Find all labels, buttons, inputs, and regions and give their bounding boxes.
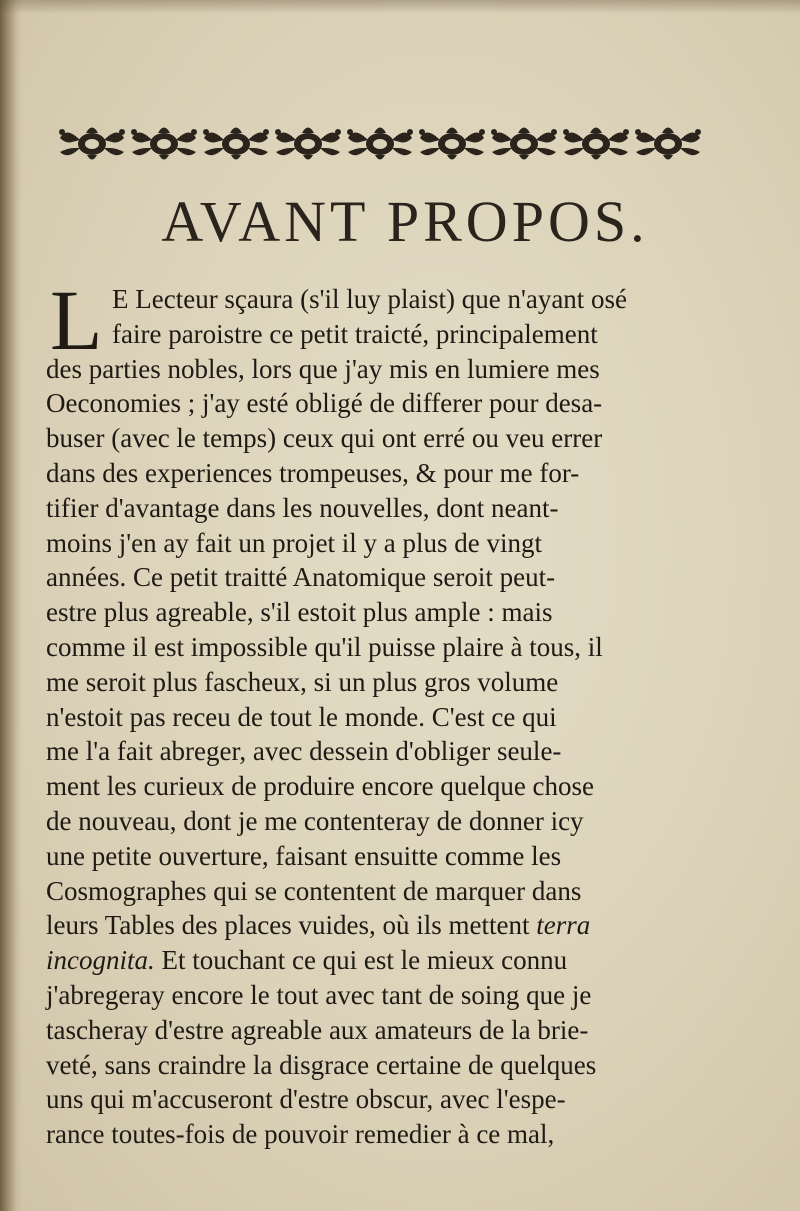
text-line: estre plus agreable, s'il estoit plus ample : mais [46, 597, 553, 628]
drop-cap: L [50, 272, 103, 368]
text-line: rance toutes-fois de pouvoir remedier à ce mal, [46, 1119, 555, 1150]
text-line: buser (avec le temps) ceux qui ont erré ou veu errer [46, 423, 603, 454]
body-text [46, 272, 706, 1152]
text-line [46, 908, 706, 943]
text-line: me l'a fait abreger, avec dessein d'obliger seule- [46, 736, 562, 767]
text-line: uns qui m'accuseront d'estre obscur, avec l'espe- [46, 1084, 566, 1115]
text-line: dans des experiences trompeuses, & pour me for- [46, 457, 580, 488]
text-line: Oeconomies ; j'ay esté obligé de differer pour desa- [46, 388, 603, 419]
text-line: Cosmographes qui se contentent de marquer dans [46, 875, 582, 906]
text-line: faire paroistre ce petit traicté, principalement [112, 318, 598, 349]
text-segment: Et touchant ce qui est le mieux connu [154, 945, 568, 976]
fleuron-icon [131, 128, 197, 160]
fleuron-icon [491, 128, 557, 160]
text-line: tascheray d'estre agreable aux amateurs de la brie- [46, 1014, 589, 1045]
fleuron-icon [203, 128, 269, 160]
text-line: comme il est impossible qu'il puisse plaire à tous, il [46, 631, 603, 662]
text-line: des parties nobles, lors que j'ay mis en lumiere mes [46, 353, 600, 384]
fleuron-icon [419, 128, 485, 160]
fleuron-band-icon [56, 118, 704, 168]
page-top-shadow [0, 0, 800, 14]
text-line: années. Ce petit traitté Anatomique seroit peut- [46, 562, 556, 593]
text-line: n'estoit pas receu de tout le monde. C'est ce qui [46, 701, 557, 732]
page-gutter-shadow [0, 0, 22, 1211]
page-title: AVANT PROPOS. [161, 189, 649, 254]
italic-text: terra [536, 910, 591, 941]
fleuron-icon [59, 128, 125, 160]
text-line: me seroit plus fascheux, si un plus gros volume [46, 666, 559, 697]
text-line: ment les curieux de produire encore quelque chose [46, 771, 595, 802]
text-line: j'abregeray encore le tout avec tant de soing que je [46, 979, 592, 1010]
text-line [46, 943, 706, 978]
text-segment: leurs Tables des places vuides, où ils mettent [46, 910, 530, 941]
italic-text: incognita. [46, 945, 155, 976]
fleuron-icon [347, 128, 413, 160]
fleuron-icon [635, 128, 701, 160]
text-line: moins j'en ay fait un projet il y a plus de vingt [46, 527, 543, 558]
fleuron-icon [275, 128, 341, 160]
text-line: veté, sans craindre la disgrace certaine de quelques [46, 1049, 597, 1080]
text-line: tifier d'avantage dans les nouvelles, dont neant- [46, 492, 559, 523]
text-line: E Lecteur sçaura (s'il luy plaist) que n'ayant osé [112, 284, 628, 314]
fleuron-icon [563, 128, 629, 160]
text-line: de nouveau, dont je me contenteray de donner icy [46, 805, 584, 836]
text-line: une petite ouverture, faisant ensuitte comme les [46, 840, 562, 871]
